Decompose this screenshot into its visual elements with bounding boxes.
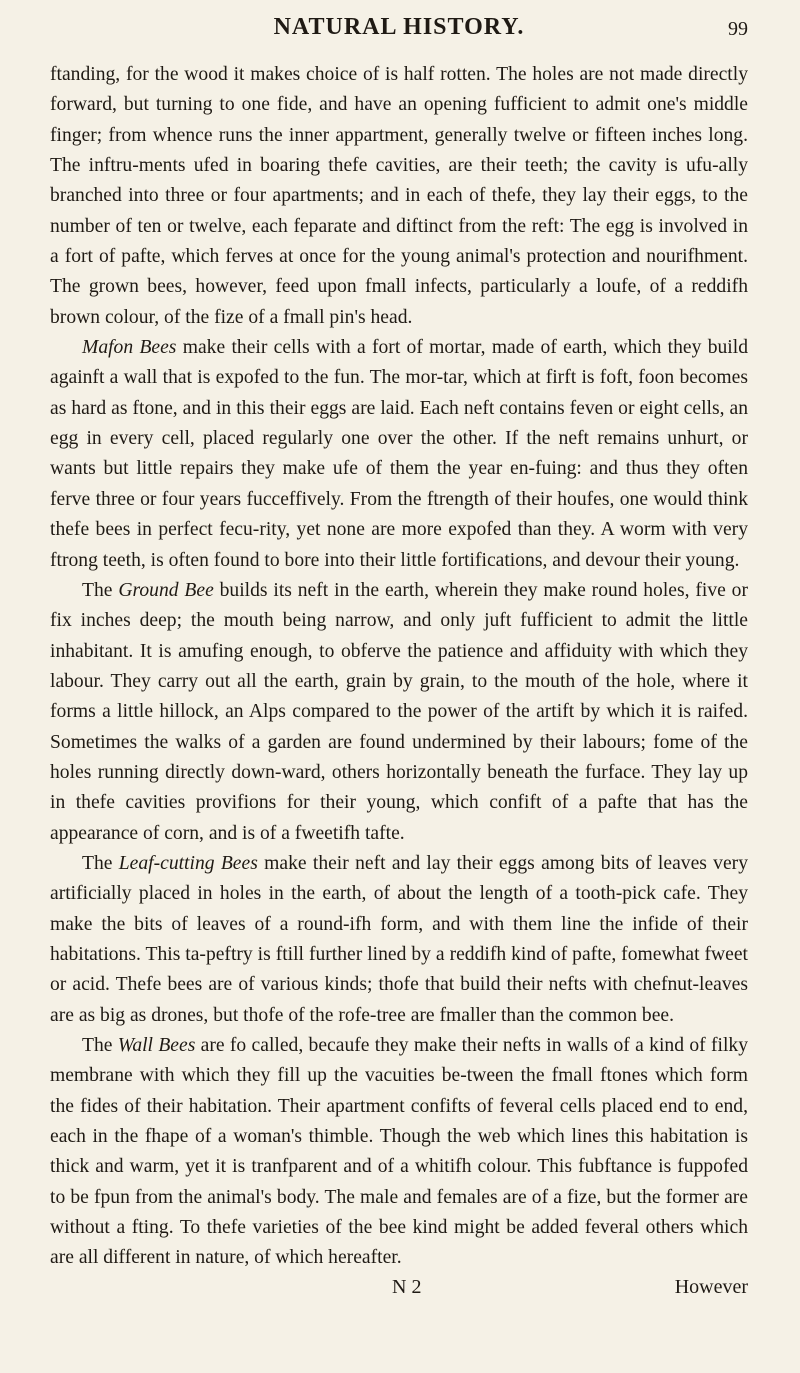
paragraph [50,849,748,1031]
italic-term: Leaf-cutting Bees [118,852,258,874]
catchword: However [674,1275,748,1298]
text-run: builds its neft in the earth, wherein they make round holes, five or fix inches deep; the mouth being narrow, and only juft fufficient to admit the little inhabitant. It is amufing enough, to obferve the patience and affiduity with which they labour. They carry out all the earth, grain by grain, to the mouth of the hole, where it forms a little hillock, an Alps compared to the power of the artift by which it is raifed. Sometimes the walks of a garden are found undermined by their labours; fome of the holes running directly down-ward, others horizontally beneath the furface. They lay up in thefe cavities provifions for their young, which confift of a pafte that has the appearance of corn, and is of a fweetifh tafte. [50,579,748,844]
text-run: The [82,579,119,601]
italic-term: Ground Bee [118,579,214,601]
text-run: make their cells with a fort of mortar, made of earth, which they build againft a wall that is expofed to the fun. The mor-tar, which at firft is foft, foon becomes as hard as ftone, and in this their eggs are laid. Each neft contains feven or eight cells, an egg in every cell, placed regularly one over the other. If the neft remains unhurt, or wants but little repairs they make ufe of them the year en-fuing: and thus they often ferve three or four years fucceffively. From the ftrength of their houfes, one would think thefe bees in perfect fecu-rity, yet none are more expofed than they. A worm with very ftrong teeth, is often found to bore into their little fortifications, and devour their young. [50,337,748,571]
text-run: The [82,852,119,874]
text-run: are fo called, becaufe they make their nefts in walls of a kind of filky membrane with which they fill up the vacuities be-tween the fmall ftones which form the fides of their habitation. Their apartment confifts of feveral cells placed end to end, each in the fhape of a woman's thimble. Though the web which lines this habitation is thick and warm, yet it is tranfparent and of a whitifh colour. This fubftance is fuppofed to be fpun from the animal's body. The male and females are of a fize, but the former are without a fting. To thefe varieties of the bee kind might be added feveral others which are all different in nature, of which hereafter. [50,1035,748,1269]
paragraph [50,1031,748,1274]
running-title: NATURAL HISTORY. [273,14,525,40]
running-head [50,0,748,60]
body-text [50,60,748,1274]
paragraph [50,60,748,333]
text-run: make their neft and lay their eggs among bits of leaves very artificially placed in holes in the earth, of about the length of a tooth-pick cafe. They make the bits of leaves of a round-ifh form, and with them line the infide of their habitations. This ta-peftry is ftill further lined by a reddifh kind of pafte, fomewhat fweet or acid. Thefe bees are of various kinds; thofe that build their nefts with chefnut-leaves are as big as drones, but thofe of the rofe-tree are fmaller than the common bee. [50,852,748,1026]
paragraph [50,576,748,849]
signature-mark: N 2 [392,1275,422,1298]
paragraph [50,333,748,576]
text-run: The [82,1035,118,1056]
page-number: 99 [728,18,748,40]
text-run: ftanding, for the wood it makes choice of is half rotten. The holes are not made directly forward, but turning to one fide, and have an opening fufficient to admit one's middle finger; from whence runs the inner appartment, generally twelve or fifteen inches long. The inftru-ments ufed in boaring thefe cavities, are their teeth; the cavity is ufu-ally branched into three or four apartments; and in each of thefe, they lay their eggs, to the number of ten or twelve, each feparate and diftinct from the reft: The egg is involved in a fort of pafte, which ferves at once for the young animal's protection and nourifhment. The grown bees, however, feed upon fmall infects, particularly a loufe, of a reddifh brown colour, of the fize of a fmall pin's head. [50,64,748,328]
page-footer [50,1276,748,1308]
italic-term: Mafon Bees [82,337,177,359]
italic-term: Wall Bees [117,1035,196,1056]
